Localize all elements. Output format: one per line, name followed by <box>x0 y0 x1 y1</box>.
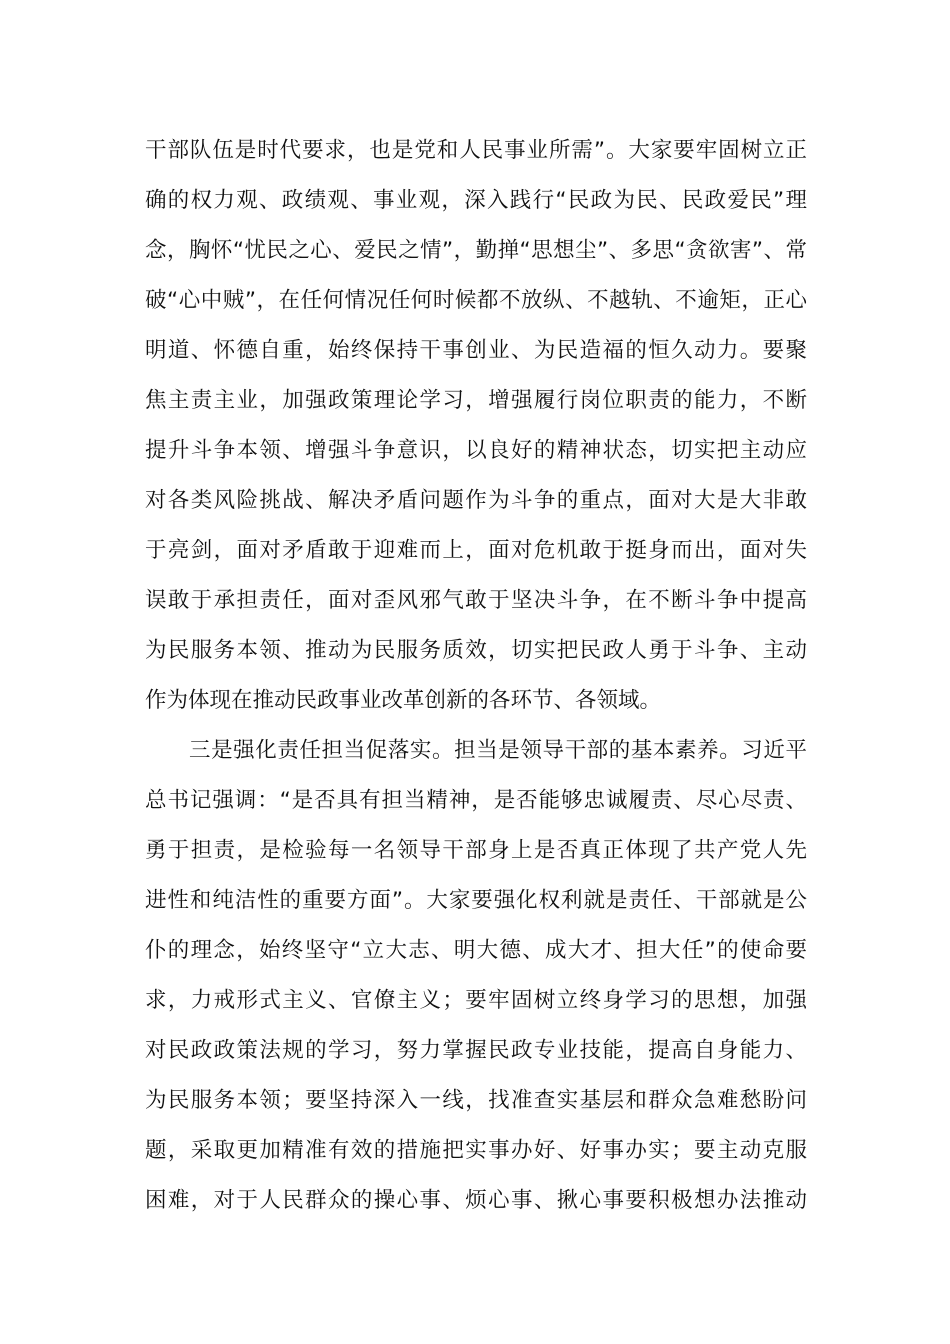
text-line: 干部队伍是时代要求，也是党和人民事业所需”。大家要牢固树立正 <box>145 138 807 163</box>
text-line: 求，力戒形式主义、官僚主义；要牢固树立终身学习的思想，加强 <box>145 988 807 1013</box>
text-line: 对各类风险挑战、解决矛盾问题作为斗争的重点，面对大是大非敢 <box>145 488 807 513</box>
text-line: 题，采取更加精准有效的措施把实事办好、好事办实；要主动克服 <box>145 1138 807 1163</box>
text-line: 焦主责主业，加强政策理论学习，增强履行岗位职责的能力，不断 <box>145 388 807 413</box>
text-line: 勇于担责，是检验每一名领导干部身上是否真正体现了共产党人先 <box>145 838 807 863</box>
text-line: 明道、怀德自重，始终保持干事创业、为民造福的恒久动力。要聚 <box>145 338 807 363</box>
text-line: 确的权力观、政绩观、事业观，深入践行“民政为民、民政爱民”理 <box>145 188 807 213</box>
text-line: 困难，对于人民群众的操心事、烦心事、揪心事要积极想办法推动 <box>145 1188 807 1213</box>
text-line: 误敢于承担责任，面对歪风邪气敢于坚决斗争，在不断斗争中提高 <box>145 588 807 613</box>
text-line: 提升斗争本领、增强斗争意识，以良好的精神状态，切实把主动应 <box>145 438 807 463</box>
text-line: 念，胸怀“忧民之心、爱民之情”，勤掸“思想尘”、多思“贪欲害”、常 <box>145 238 807 263</box>
text-line: 破“心中贼”，在任何情况任何时候都不放纵、不越轨、不逾矩，正心 <box>145 288 807 313</box>
text-line: 对民政政策法规的学习，努力掌握民政专业技能，提高自身能力、 <box>145 1038 807 1063</box>
text-line: 于亮剑，面对矛盾敢于迎难而上，面对危机敢于挺身而出，面对失 <box>145 538 807 563</box>
text-line: 仆的理念，始终坚守“立大志、明大德、成大才、担大任”的使命要 <box>145 938 807 963</box>
document-body <box>145 126 807 1226</box>
text-line: 为民服务本领、推动为民服务质效，切实把民政人勇于斗争、主动 <box>145 638 807 663</box>
paragraph-end-line: 作为体现在推动民政事业改革创新的各环节、各领域。 <box>145 688 662 713</box>
text-line: 总书记强调：“是否具有担当精神，是否能够忠诚履责、尽心尽责、 <box>145 788 807 813</box>
text-line: 为民服务本领；要坚持深入一线，找准查实基层和群众急难愁盼问 <box>145 1088 807 1113</box>
text-line: 进性和纯洁性的重要方面”。大家要强化权利就是责任、干部就是公 <box>145 888 807 913</box>
paragraph-start-line: 三是强化责任担当促落实。担当是领导干部的基本素养。习近平 <box>189 738 807 763</box>
